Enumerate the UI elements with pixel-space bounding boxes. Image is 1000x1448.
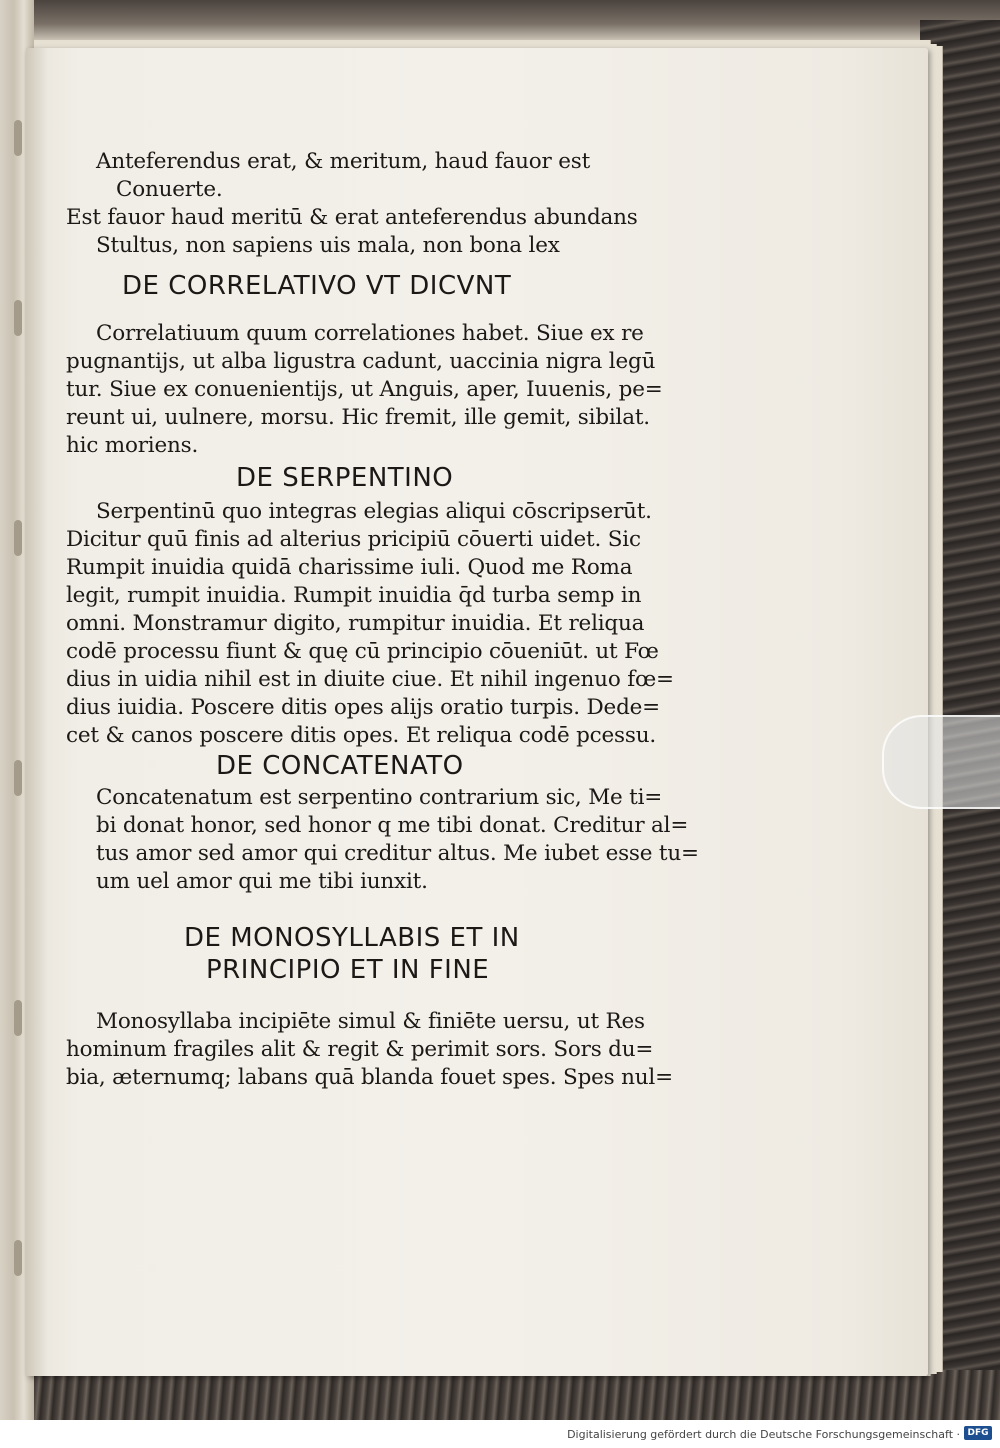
text-line: reunt ui, uulnere, morsu. Hic fremit, ille gemit, sibilat. (66, 405, 650, 430)
text-line: Dicitur quū finis ad alterius pricipiū cōuerti uidet. Sic (66, 527, 641, 552)
text-line: pugnantijs, ut alba ligustra cadunt, uaccinia nigra legū (66, 349, 656, 374)
binding-stitch (14, 1240, 22, 1276)
text-line: codē processu fiunt & quę cū principio cōueniūt. ut Fœ (66, 639, 659, 664)
book-page (26, 48, 928, 1376)
text-line: Est fauor haud meritū & erat anteferendus abundans (66, 205, 638, 230)
section-heading: DE MONOSYLLABIS ET IN (184, 923, 520, 953)
text-line: tur. Siue ex conuenientijs, ut Anguis, aper, Iuuenis, pe= (66, 377, 663, 402)
text-line: hic moriens. (66, 433, 199, 458)
text-line: legit, rumpit inuidia. Rumpit inuidia q̄d turba semp in (66, 583, 642, 608)
digitization-footer (0, 1420, 1000, 1448)
page-text (66, 148, 756, 1092)
cover-top-edge (20, 0, 1000, 40)
text-line: omni. Monstramur digito, rumpitur inuidia. Et reliqua (66, 611, 645, 636)
text-line: um uel amor qui me tibi iunxit. (96, 869, 428, 894)
binding-stitch (14, 1000, 22, 1036)
binding-stitch (14, 300, 22, 336)
text-line: tus amor sed amor qui creditur altus. Me iubet esse tu= (96, 841, 699, 866)
footer-credit: Digitalisierung gefördert durch die Deutsche Forschungsgemeinschaft · (567, 1428, 960, 1441)
binding-stitch (14, 120, 22, 156)
text-line: bi donat honor, sed honor q me tibi donat. Creditur al= (96, 813, 689, 838)
cover-bottom-edge (20, 1370, 1000, 1420)
text-line: Conuerte. (116, 177, 223, 202)
page-gutter-shadow (26, 48, 48, 1376)
section-heading: DE SERPENTINO (236, 463, 454, 493)
binding-stitch (14, 520, 22, 556)
dfg-logo: DFG (964, 1426, 992, 1440)
section-heading: DE CONCATENATO (216, 751, 464, 781)
text-line: Monosyllaba incipiēte simul & finiēte uersu, ut Res (96, 1009, 645, 1034)
section-heading: PRINCIPIO ET IN FINE (206, 955, 490, 985)
text-line: Rumpit inuidia quidā charissime iuli. Quod me Roma (66, 555, 633, 580)
text-line: Serpentinū quo integras elegias aliqui cōscripserūt. (96, 499, 652, 524)
plastic-page-clip (882, 715, 1000, 809)
binding-stitch (14, 760, 22, 796)
text-line: cet & canos poscere ditis opes. Et reliqua codē pcessu. (66, 723, 656, 748)
section-heading: DE CORRELATIVO VT DICVNT (122, 271, 512, 301)
text-line: Concatenatum est serpentino contrarium sic, Me ti= (96, 785, 663, 810)
text-line: Anteferendus erat, & meritum, haud fauor est (96, 149, 591, 174)
text-line: dius in uidia nihil est in diuite ciue. Et nihil ingenuo fœ= (66, 667, 674, 692)
text-line: bia, æternumq; labans quā blanda fouet spes. Spes nul= (66, 1065, 673, 1090)
text-line: hominum fragiles alit & regit & perimit sors. Sors du= (66, 1037, 654, 1062)
text-line: Stultus, non sapiens uis mala, non bona lex (96, 233, 560, 258)
text-line: dius iuidia. Poscere ditis opes alijs oratio turpis. Dede= (66, 695, 660, 720)
text-line: Correlatiuum quum correlationes habet. Siue ex re (96, 321, 644, 346)
